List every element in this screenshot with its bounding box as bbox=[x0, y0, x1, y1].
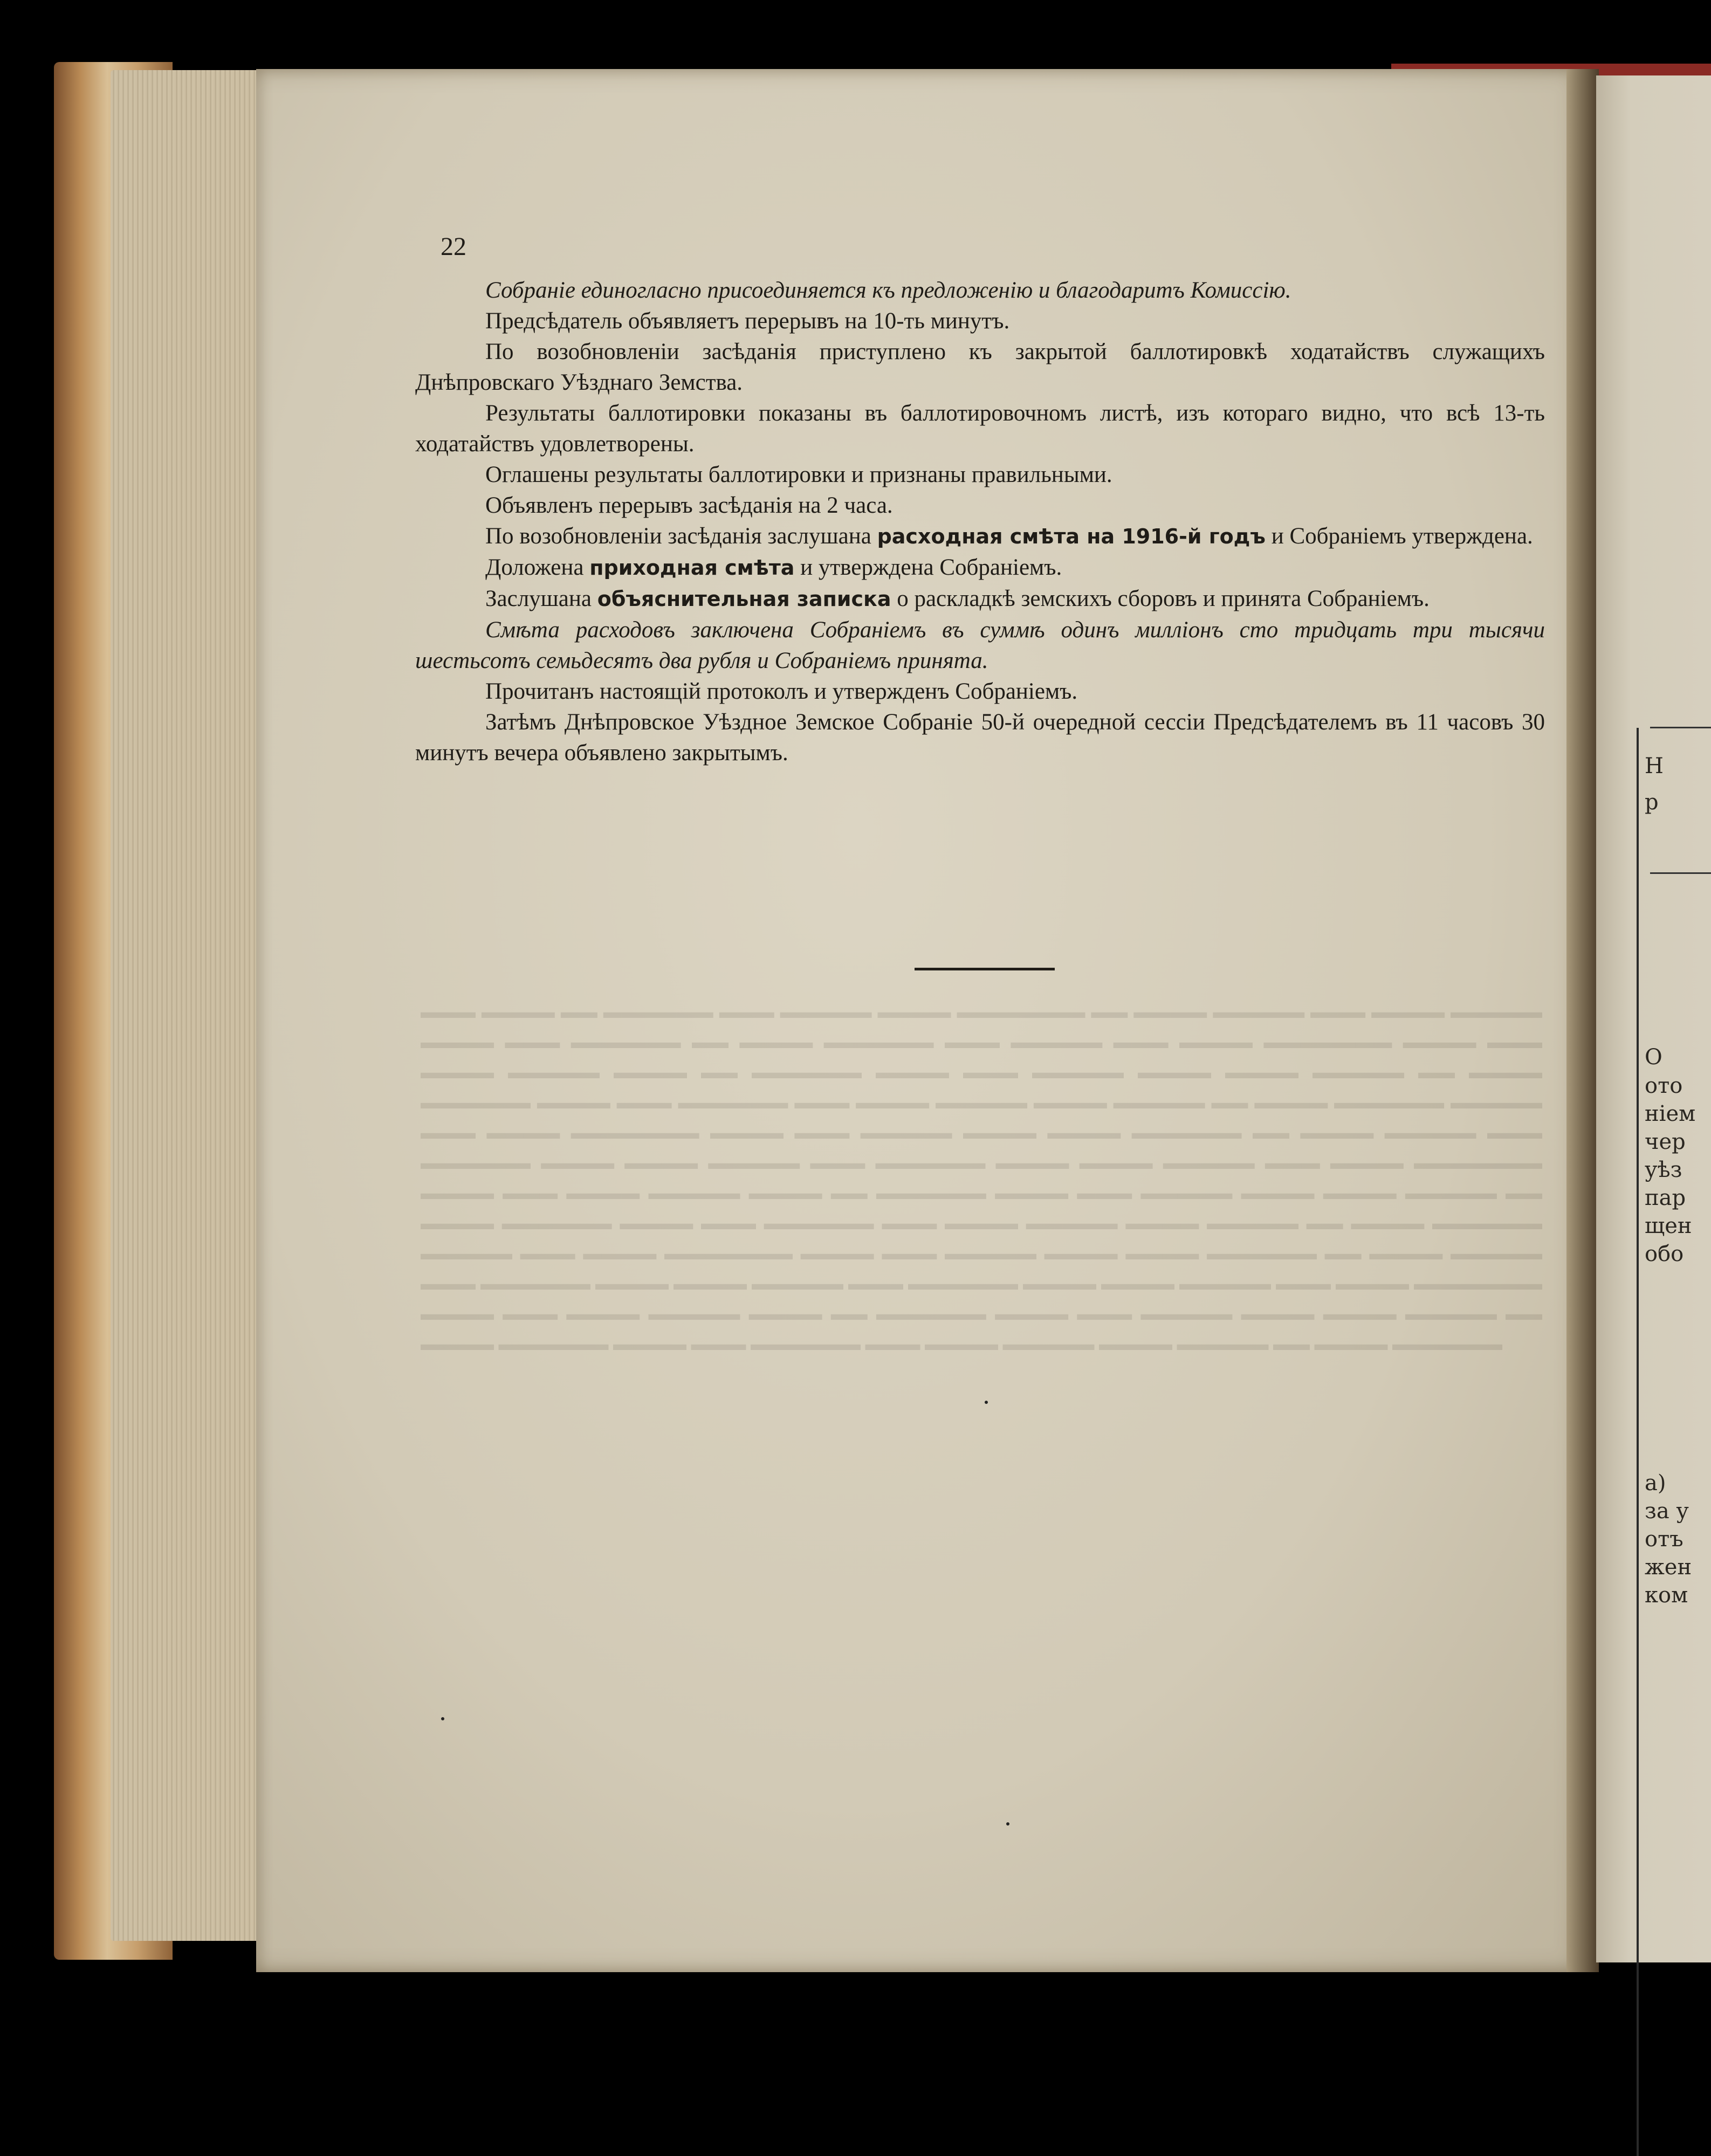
paragraph-text: Доложена bbox=[485, 555, 590, 580]
paragraph-text: и Собраніемъ утверждена. bbox=[1265, 523, 1533, 549]
right-page-fragment: уѣз bbox=[1645, 1158, 1682, 1182]
paragraph-text: По возобновленіи засѣданія заслушана bbox=[485, 523, 877, 549]
paragraph: Предсѣдатель объявляетъ перерывъ на 10-ть минутъ. bbox=[485, 308, 1010, 334]
right-page-fragment: чер bbox=[1645, 1129, 1686, 1154]
paragraph bbox=[415, 552, 1545, 583]
paragraph-text: о раскладкѣ земскихъ сборовъ и принята Собраніемъ. bbox=[891, 586, 1430, 611]
paragraph: Собраніе единогласно присоединяется къ предложенію и благодаритъ Комиссію. bbox=[485, 278, 1291, 303]
right-page-edge bbox=[1596, 75, 1711, 1962]
page-number: 22 bbox=[441, 232, 466, 261]
paragraph: Прочитанъ настоящій протоколъ и утвержденъ Собраніемъ. bbox=[485, 679, 1078, 704]
right-page-fragment: жен bbox=[1645, 1555, 1692, 1580]
paragraph: Затѣмъ Днѣпровское Уѣздное Земское Собраніе 50-й очередной сессіи Предсѣдателемъ въ 11 часовъ 30 минутъ вечера объявлено закрытымъ. bbox=[415, 710, 1545, 766]
table-rule bbox=[1650, 872, 1711, 874]
right-page-fragment: щен bbox=[1645, 1214, 1692, 1238]
paragraph: Оглашены результаты баллотировки и признаны правильными. bbox=[485, 462, 1112, 487]
table-border bbox=[1637, 728, 1639, 2156]
right-page-fragment: О bbox=[1645, 1045, 1662, 1070]
right-page-fragment: обо bbox=[1645, 1242, 1684, 1266]
page-body bbox=[415, 275, 1545, 768]
bold-phrase: приходная смѣта bbox=[589, 556, 795, 580]
paragraph: Объявленъ перерывъ засѣданія на 2 часа. bbox=[485, 493, 893, 518]
speck bbox=[985, 1401, 988, 1404]
right-page-fragment: ніем bbox=[1645, 1101, 1696, 1126]
right-page-fragment: р bbox=[1645, 790, 1659, 815]
bleed-through-text: ▬▬▬ ▬▬▬▬ ▬▬ ▬▬▬▬▬▬ ▬▬▬ ▬▬▬▬▬ ▬▬▬▬ ▬▬▬▬▬▬▬ ▬▬ ▬▬▬▬ ▬▬▬▬▬ ▬▬▬ ▬▬▬▬ ▬▬▬▬▬ ▬▬▬▬ ▬▬▬ ▬▬▬▬▬▬ ▬▬ ▬▬▬▬ ▬▬▬▬▬▬ ▬▬▬ ▬▬▬▬▬ ▬▬▬ ▬▬▬▬ ▬▬▬▬▬▬▬ ▬▬▬▬ ▬▬▬ ▬▬▬▬ ▬▬▬▬▬ ▬▬▬▬ ▬▬ ▬▬▬▬▬▬ ▬▬▬▬ ▬▬▬ ▬▬▬▬▬ ▬▬▬▬ ▬▬▬▬ ▬▬▬▬▬ ▬▬ ▬▬▬▬ ▬▬▬▬▬▬ ▬▬▬▬ ▬▬▬ ▬▬▬▬▬▬ ▬▬▬ ▬▬▬▬ ▬▬▬▬▬ ▬▬▬▬ ▬▬▬▬▬ ▬▬ ▬▬▬▬ ▬▬▬▬▬▬ ▬▬▬▬▬ ▬▬▬ ▬▬▬▬ ▬▬▬▬▬▬▬ ▬▬▬▬ ▬▬▬ ▬▬▬▬▬ ▬▬▬▬ ▬▬▬▬ ▬▬▬▬▬▬ ▬▬ ▬▬▬▬ ▬▬▬▬▬ ▬▬▬ ▬▬▬▬▬▬ ▬▬▬▬ ▬▬▬▬ ▬▬▬▬▬ ▬▬▬ ▬▬▬▬▬▬ ▬▬▬▬ ▬▬▬▬ ▬▬▬▬▬ ▬▬▬ ▬▬▬▬ ▬▬▬▬▬▬▬ ▬▬▬▬ ▬▬▬ ▬▬▬▬ ▬▬▬▬▬ ▬▬▬▬ ▬▬ ▬▬▬▬▬▬ ▬▬▬▬ ▬▬▬ ▬▬▬▬▬ ▬▬▬▬ ▬▬▬▬ ▬▬▬▬▬ ▬▬ ▬▬▬▬ ▬▬▬▬▬▬ ▬▬▬▬ ▬▬▬ ▬▬▬▬▬▬ ▬▬▬ ▬▬▬▬ ▬▬▬▬▬ ▬▬▬▬ ▬▬▬▬▬ ▬▬ ▬▬▬▬ ▬▬▬▬▬▬ ▬▬▬▬▬ ▬▬▬ ▬▬▬▬ ▬▬▬▬▬▬▬ ▬▬▬▬ ▬▬▬ ▬▬▬▬▬ ▬▬▬▬ ▬▬▬▬ ▬▬▬▬▬▬ ▬▬ ▬▬▬▬ ▬▬▬▬▬ ▬▬▬ ▬▬▬▬▬▬ ▬▬▬▬ ▬▬▬▬ ▬▬▬▬▬ ▬▬▬ ▬▬▬▬▬▬ ▬▬▬▬ ▬▬▬▬ ▬▬▬▬▬ ▬▬▬ ▬▬▬▬ ▬▬▬▬▬▬▬ ▬▬▬▬ ▬▬▬ ▬▬▬▬ ▬▬▬▬▬ ▬▬▬▬ ▬▬ ▬▬▬▬▬▬ ▬▬▬▬ ▬▬▬ ▬▬▬▬▬ ▬▬▬▬ ▬▬▬▬ ▬▬▬▬▬ ▬▬ ▬▬▬▬ ▬▬▬▬▬▬ ▬▬▬▬ ▬▬▬ ▬▬▬▬▬▬ ▬▬▬ ▬▬▬▬ ▬▬▬▬▬ ▬▬▬▬ ▬▬▬▬▬ ▬▬ ▬▬▬▬ ▬▬▬▬▬▬ bbox=[421, 1002, 1542, 1354]
paragraph-text: Заслушана bbox=[485, 586, 597, 611]
paragraph: Результаты баллотировки показаны въ баллотировочномъ листѣ, изъ котораго видно, что всѣ 13-ть ходатайствъ удовлетворены. bbox=[415, 401, 1545, 457]
bold-phrase: объяснительная записка bbox=[597, 587, 891, 611]
right-page-fragment: отъ bbox=[1645, 1527, 1683, 1552]
right-page-fragment: Н bbox=[1645, 754, 1664, 779]
table-rule bbox=[1650, 727, 1711, 728]
right-page-fragment: ком bbox=[1645, 1583, 1688, 1608]
paragraph bbox=[415, 521, 1545, 552]
bold-phrase: расходная смѣта на 1916-й годъ bbox=[877, 525, 1266, 548]
paragraph-text: и утверждена Собраніемъ. bbox=[794, 555, 1062, 580]
right-page-fragment: ото bbox=[1645, 1073, 1683, 1098]
paragraph: По возобновленіи засѣданія приступлено къ закрытой баллотировкѣ ходатайствъ служащихъ Днѣпровскаго Уѣзднаго Земства. bbox=[415, 339, 1545, 395]
paragraph bbox=[415, 583, 1545, 615]
closing-rule bbox=[915, 968, 1055, 970]
right-page-fragment: а) bbox=[1645, 1471, 1666, 1496]
book-gutter bbox=[1566, 69, 1599, 1972]
right-page-fragment: за у bbox=[1645, 1499, 1689, 1524]
speck bbox=[1006, 1822, 1009, 1826]
right-page-fragment: пар bbox=[1645, 1186, 1686, 1210]
speck bbox=[441, 1717, 444, 1720]
paragraph: Смѣта расходовъ заключена Собраніемъ въ суммѣ одинъ милліонъ сто тридцать три тысячи шестьсотъ семьдесятъ два рубля и Собраніемъ принята. bbox=[415, 617, 1545, 673]
